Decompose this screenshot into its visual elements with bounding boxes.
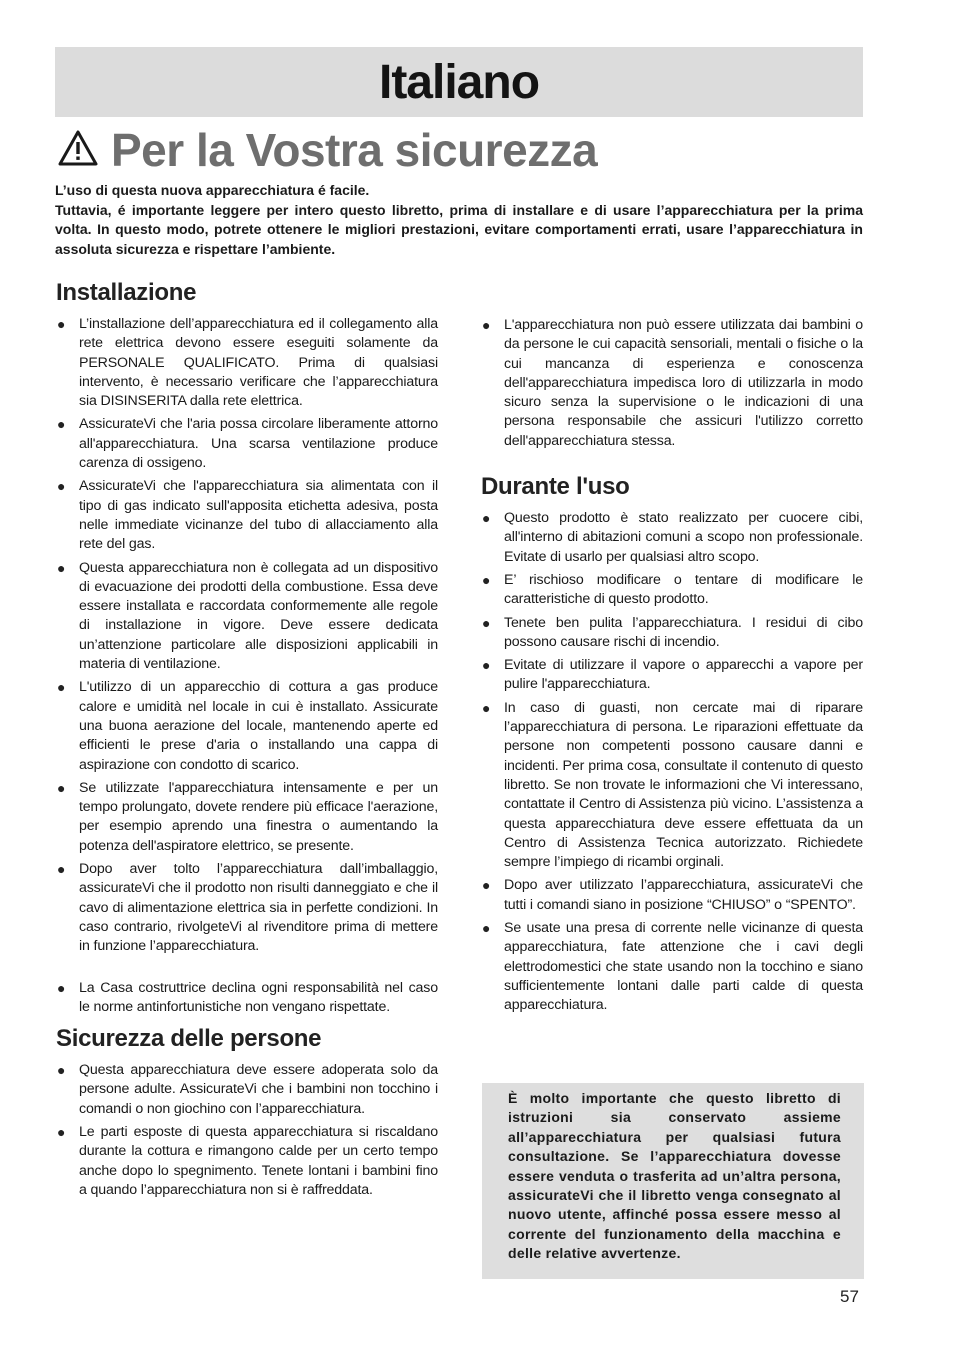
list-item: ● Se utilizzate l'apparecchiatura intensamente e per un tempo prolungato, dovete rendere più efficace l'aerazione, per esempio aprendo una finestra o aumentando la potenza dell'aspiratore elettrico, se presente. <box>57 779 438 854</box>
bullet-icon: ● <box>57 559 66 576</box>
bullet-icon: ● <box>482 657 491 674</box>
heading-installazione: Installazione <box>56 279 197 306</box>
bullet-icon: ● <box>482 571 491 588</box>
list-item: ● Questa apparecchiatura deve essere adoperata solo da persone adulte. AssicurateVi che i bambini non tocchino i comandi o non giochino con l’apparecchiatura. <box>57 1062 438 1117</box>
list-item: ● Tenete ben pulita l’apparecchiatura. I residui di cibo possono causare rischi di incendio. <box>482 614 863 650</box>
bullet-icon: ● <box>482 699 491 716</box>
list-item: ● Dopo aver tolto l’apparecchiatura dall’imballaggio, assicurateVi che il prodotto non risulti danneggiato e che il cavo di alimentazione elettrica sia in perfette condizioni. In caso contrario, rivolgeteVi al rivenditore prima di mettere in funzione l’apparecchiatura. <box>57 861 438 955</box>
list-item: ● Se usate una presa di corrente nelle vicinanze di questa apparecchiatura, fate attenzione che i cavi degli elettrodomestici che state usando non la tocchino e siano sufficientemente lontani dalle parti calde di questa apparecchiatura. <box>482 920 863 1014</box>
bullet-icon: ● <box>482 614 491 631</box>
list-item: ● In caso di guasti, non cercate mai di riparare l’apparecchiatura di persona. Le riparazioni effettuate da persone non competenti possono causare danni e incidenti. Per prima cosa, consultate il contenuto di questo libretto. Se non trovate le informazioni che Vi interessano, contattate il Centro di Assistenza più vicino. L’assistenza a questa apparecchiatura deve essere effettuata da un Centro di Assistenza Tecnica autorizzato. Richiedete sempre l’impiego di ricambi orginali. <box>482 699 863 871</box>
bullet-icon: ● <box>57 679 66 696</box>
important-note-box <box>482 1083 864 1279</box>
left-column <box>56 279 438 1204</box>
bullet-icon: ● <box>482 877 491 894</box>
bullet-icon: ● <box>57 478 66 495</box>
page-number: 57 <box>840 1287 859 1306</box>
durante-uso-list <box>481 509 863 1015</box>
list-item: ● Evitate di utilizzare il vapore o apparecchi a vapore per pulire l'apparecchiatura. <box>482 657 863 693</box>
bullet-icon: ● <box>482 920 491 937</box>
list-item: ● L’installazione dell’apparecchiatura ed il collegamento alla rete elettrica devono essere eseguiti solamente da PERSONALE QUALIFICATO. Prima di qualsiasi intervento, è necessario verificare che l’apparecchiatura sia DISINSERITA dalla rete elettrica. <box>57 316 438 410</box>
list-item: ● AssicurateVi che l'aria possa circolare liberamente attorno all'apparecchiatura. Una scarsa ventilazione produce carenza di ossigeno. <box>57 416 438 472</box>
intro-line-1: L’uso di questa nuova apparecchiatura é facile. <box>55 182 370 198</box>
installazione-list <box>56 315 438 1017</box>
language-title: Italiano <box>378 55 540 109</box>
list-item: ● Questo prodotto è stato realizzato per cuocere cibi, all'interno di abitazioni comuni a scopo non professionale. Evitate di usarlo per qualsiasi altro scopo. <box>482 510 863 565</box>
heading-durante-uso: Durante l'uso <box>481 473 630 501</box>
bullet-icon: ● <box>57 1062 66 1079</box>
list-item: ● AssicurateVi che l'apparecchiatura sia alimentata con il tipo di gas indicato sull'apposita etichetta adesiva, posta nelle immediate vicinanze del tubo di allacciamento alla rete del gas. <box>57 478 438 553</box>
right-top-list <box>481 316 863 451</box>
list-item: ● Dopo aver utilizzato l’apparecchiatura, assicurateVi che tutti i comandi siano in posizione “CHIUSO” o “SPENTO”. <box>482 877 863 913</box>
warning-triangle-icon <box>57 129 99 172</box>
list-item: ● L'utilizzo di un apparecchio di cottura a gas produce calore e umidità nel locale in cui è installato. Assicurate una buona aerazione del locale, mantenendo aperte ed efficienti le prese d'aria o installando una cappa di aspirazione con condotto di scarico. <box>57 679 438 773</box>
list-item: ● Questa apparecchiatura non è collegata ad un dispositivo di evacuazione dei prodotti della combustione. Essa deve essere installata e raccordata conformemente alle regole di installazione in vigore. Deve essere dedicata un’attenzione particolare alle disposizioni applicabili in materia di ventilazione. <box>57 559 438 673</box>
right-column <box>481 316 863 1020</box>
bullet-icon: ● <box>57 416 66 433</box>
list-item: ● Le parti esposte di questa apparecchiatura si riscaldano durante la cottura e rimangono calde per un certo tempo anche dopo lo spegnimento. Tenete lontani i bambini fino a quando l’apparecchiatura non si è raffreddata. <box>57 1123 438 1198</box>
bullet-icon: ● <box>482 510 491 527</box>
bullet-icon: ● <box>57 979 66 996</box>
list-spacer <box>56 961 438 975</box>
heading-sicurezza-persone: Sicurezza delle persone <box>56 1025 322 1053</box>
page-title: Per la Vostra sicurezza <box>111 124 598 176</box>
bullet-icon: ● <box>57 779 66 796</box>
sicurezza-persone-list <box>56 1061 438 1200</box>
list-item: ● E’ rischioso modificare o tentare di modificare le caratteristiche di questo prodotto. <box>482 571 863 608</box>
language-header-band <box>55 47 863 117</box>
bullet-icon: ● <box>57 1123 66 1140</box>
important-note-text: È molto importante che questo libretto di istruzioni sia conservato assieme all’apparecchiatura per qualsiasi futura consultazione. Se l’apparecchiatura dovesse essere venduta o trasferita ad un’altra persona, assicurateVi che il libretto venga consegnato al nuovo utente, affinché possa essere messo al corrente del funzionamento della macchina e delle relative avvertenze. <box>508 1090 841 1262</box>
list-item: ● L'apparecchiatura non può essere utilizzata dai bambini o da persone le cui capacità sensoriali, mentali o fisiche o la cui mancanza di esperienza e conoscenza dell'apparecchiatura impedisca loro di utilizzarla in modo sicuro senza la supervisione o le indicazioni di una persona responsabile che assicuri l'utilizzo corretto dell'apparecchiatura stessa. <box>482 317 863 449</box>
main-title <box>57 120 597 180</box>
list-item: ● La Casa costruttrice declina ogni responsabilità nel caso le norme antinfortunistiche non vengano rispettate. <box>57 979 438 1015</box>
bullet-icon: ● <box>57 316 66 332</box>
intro-text <box>55 181 863 259</box>
intro-line-2: Tuttavia, é importante leggere per intero questo libretto, prima di installare e di usare l’apparecchiatura per la prima volta. In questo modo, potrete ottenere le migliori prestazioni, evitare comportamenti errati, usare l’apparecchiatura in assoluta sicurezza e rispettare l’ambiente. <box>55 201 863 257</box>
bullet-icon: ● <box>482 317 491 333</box>
bullet-icon: ● <box>57 861 66 878</box>
